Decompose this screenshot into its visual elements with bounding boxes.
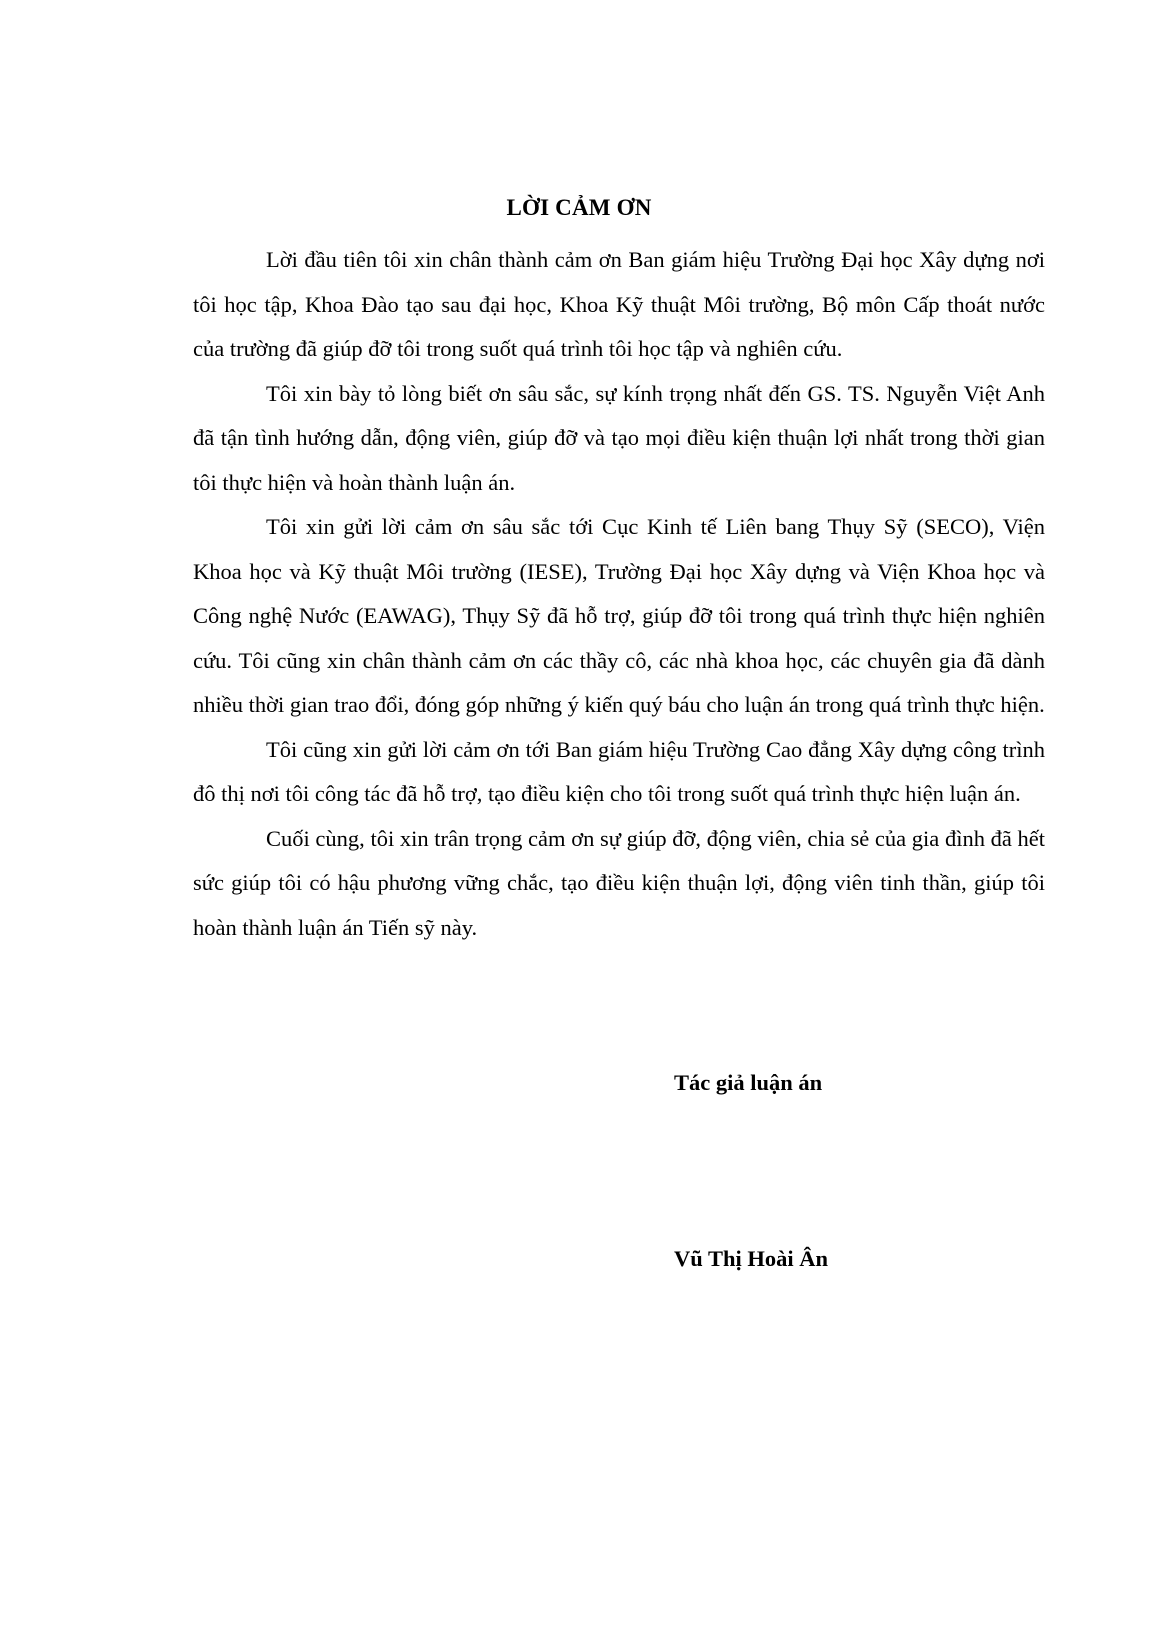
paragraph: Tôi cũng xin gửi lời cảm ơn tới Ban giám hiệu Trường Cao đẳng Xây dựng công trình đô thị nơi tôi công tác đã hỗ trợ, tạo điều kiện cho tôi trong suốt quá trình thực hiện luận án. — [193, 736, 1045, 806]
paragraph: Lời đầu tiên tôi xin chân thành cảm ơn Ban giám hiệu Trường Đại học Xây dựng nơi tôi học tập, Khoa Đào tạo sau đại học, Khoa Kỹ thuật Môi trường, Bộ môn Cấp thoát nước của trường đã giúp đỡ tôi trong suốt quá trình tôi học tập và nghiên cứu. — [193, 247, 1045, 361]
signature-role: Tác giả luận án — [674, 1070, 823, 1095]
page-title: LỜI CẢM ƠN — [506, 195, 652, 220]
signature-name: Vũ Thị Hoài Ân — [674, 1246, 829, 1271]
acknowledgement-body — [193, 238, 1045, 950]
paragraph: Tôi xin bày tỏ lòng biết ơn sâu sắc, sự kính trọng nhất đến GS. TS. Nguyễn Việt Anh đã tận tình hướng dẫn, động viên, giúp đỡ và tạo mọi điều kiện thuận lợi nhất trong thời gian tôi thực hiện và hoàn thành luận án. — [193, 380, 1045, 495]
paragraph: Tôi xin gửi lời cảm ơn sâu sắc tới Cục Kinh tế Liên bang Thụy Sỹ (SECO), Viện Khoa học và Kỹ thuật Môi trường (IESE), Trường Đại học Xây dựng và Viện Khoa học và Công nghệ Nước (EAWAG), Thụy Sỹ đã hỗ trợ, giúp đỡ tôi trong quá trình thực hiện nghiên cứu. Tôi cũng xin chân thành cảm ơn các thầy cô, các nhà khoa học, các chuyên gia đã dành nhiều thời gian trao đổi, đóng góp những ý kiến quý báu cho luận án trong quá trình thực hiện. — [193, 514, 1045, 717]
paragraph: Cuối cùng, tôi xin trân trọng cảm ơn sự giúp đỡ, động viên, chia sẻ của gia đình đã hết sức giúp tôi có hậu phương vững chắc, tạo điều kiện thuận lợi, động viên tinh thần, giúp tôi hoàn thành luận án Tiến sỹ này. — [193, 825, 1045, 940]
